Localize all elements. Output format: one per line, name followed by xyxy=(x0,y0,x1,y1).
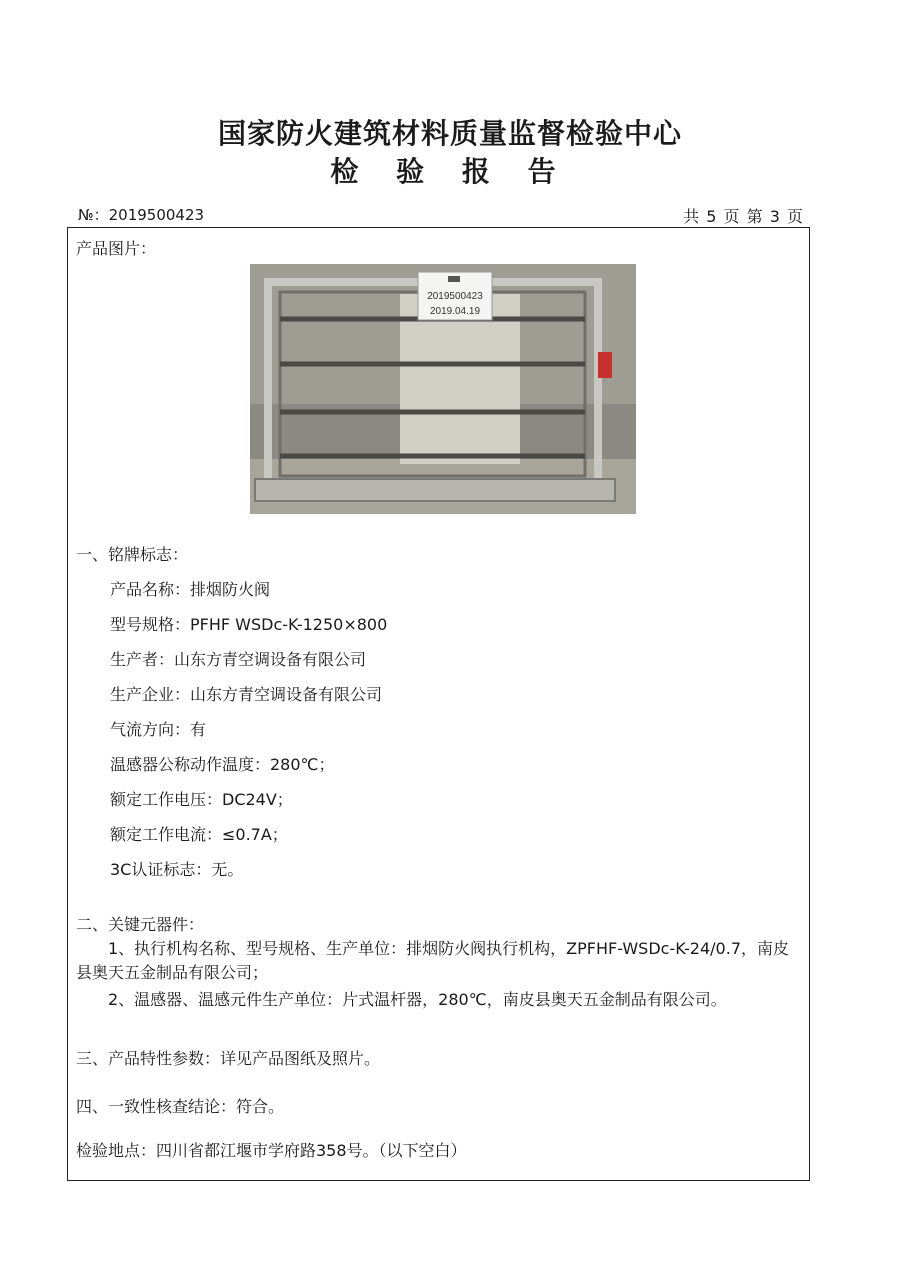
nameplate-model: 型号规格：PFHF WSDc-K-1250×800 xyxy=(110,615,388,634)
nameplate-product-name: 产品名称：排烟防火阀 xyxy=(110,580,271,599)
characteristics-section: 三、产品特性参数：详见产品图纸及照片。 xyxy=(76,1049,381,1068)
photo-label: 产品图片： xyxy=(76,239,157,258)
photo-tag-line2: 2019.04.19 xyxy=(429,306,481,317)
nameplate-3c-mark: 3C认证标志：无。 xyxy=(110,860,244,879)
nameplate-temperature: 温感器公称动作温度：280℃； xyxy=(110,755,335,774)
report-number: №：2019500423 xyxy=(78,206,205,224)
nameplate-current: 额定工作电流：≤0.7A； xyxy=(110,825,288,844)
component-sensor: 2、温感器、温感元件生产单位：片式温杆器，280℃，南皮县奥天五金制品有限公司。 xyxy=(108,990,727,1009)
nameplate-heading: 一、铭牌标志： xyxy=(76,545,189,564)
photo-tag-line1: 2019500423 xyxy=(427,291,483,302)
nameplate-manufacturer: 生产企业：山东方青空调设备有限公司 xyxy=(110,685,383,704)
nameplate-airflow: 气流方向：有 xyxy=(110,720,207,739)
inspection-location: 检验地点：四川省都江堰市学府路358号。（以下空白） xyxy=(76,1141,467,1160)
document-title: 检 验 报 告 xyxy=(330,155,570,188)
conformity-section: 四、一致性核查结论：符合。 xyxy=(76,1097,285,1116)
components-heading: 二、关键元器件： xyxy=(76,915,205,934)
report-body-frame xyxy=(67,227,810,1181)
nameplate-producer: 生产者：山东方青空调设备有限公司 xyxy=(110,650,367,669)
nameplate-voltage: 额定工作电压：DC24V； xyxy=(110,790,293,809)
org-title: 国家防火建筑材料质量监督检验中心 xyxy=(217,117,682,150)
product-photo xyxy=(250,264,636,514)
component-actuator: 1、执行机构名称、型号规格、生产单位：排烟防火阀执行机构，ZPFHF-WSDc-K-24/0.7，南皮县奥天五金制品有限公司； xyxy=(76,939,790,982)
page-indicator: 共 5 页 第 3 页 xyxy=(683,207,804,226)
